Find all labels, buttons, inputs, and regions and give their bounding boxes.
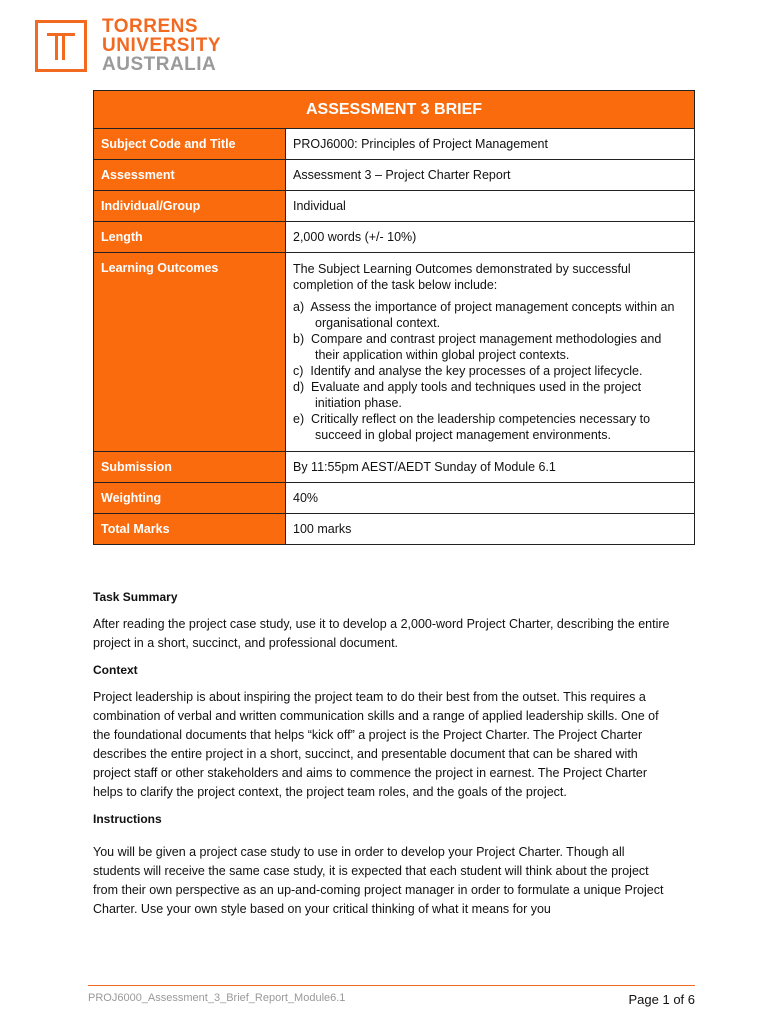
table-row <box>94 222 695 253</box>
row-value: PROJ6000: Principles of Project Management <box>286 129 695 160</box>
row-label: Weighting <box>94 483 286 514</box>
row-label: Individual/Group <box>94 191 286 222</box>
outcomes-list <box>293 299 687 443</box>
document-body <box>93 588 673 927</box>
assessment-brief-table <box>93 90 695 545</box>
row-value: 2,000 words (+/- 10%) <box>286 222 695 253</box>
table-row <box>94 129 695 160</box>
logo-line-2: UNIVERSITY <box>102 35 222 56</box>
logo-line-1: TORRENS <box>102 16 199 37</box>
row-value: By 11:55pm AEST/AEDT Sunday of Module 6.1 <box>286 452 695 483</box>
context-heading: Context <box>93 663 138 677</box>
row-label: Total Marks <box>94 514 286 545</box>
task-summary-heading: Task Summary <box>93 590 178 604</box>
footer-filename: PROJ6000_Assessment_3_Brief_Report_Module6.1 <box>88 992 346 1004</box>
row-label: Learning Outcomes <box>94 253 286 452</box>
list-item: d) Evaluate and apply tools and techniques used in the project initiation phase. <box>293 380 642 410</box>
list-item: b) Compare and contrast project management methodologies and their application within global project contexts. <box>293 332 662 362</box>
page-footer <box>88 985 695 1007</box>
table-row <box>94 514 695 545</box>
row-value: 40% <box>286 483 695 514</box>
learning-outcomes-cell <box>286 253 695 452</box>
table-row <box>94 160 695 191</box>
row-value: Individual <box>286 191 695 222</box>
row-label: Assessment <box>94 160 286 191</box>
row-label: Length <box>94 222 286 253</box>
logo-text <box>102 17 221 74</box>
instructions-heading: Instructions <box>93 812 162 826</box>
list-item: a) Assess the importance of project management concepts within an organisational context. <box>293 300 675 330</box>
page-number: Page 1 of 6 <box>628 992 695 1007</box>
row-label: Subject Code and Title <box>94 129 286 160</box>
context-text: Project leadership is about inspiring the project team to do their best from the outset. This requires a combination of verbal and written communication skills and a range of applied leadership skills. One of the foundational documents that helps “kick off” a project is the Project Charter. The Project Charter describes the entire project in a short, succinct, and presentable document that can be shared with project staff or other stakeholders and aims to commence the project in earnest. The Project Charter helps to clarify the project context, the project team roles, and the goals of the project. <box>93 690 659 799</box>
row-value: The Subject Learning Outcomes demonstrated by successful completion of the task below include: <box>293 262 631 292</box>
table-row <box>94 452 695 483</box>
logo-line-3: AUSTRALIA <box>102 54 217 75</box>
table-row <box>94 191 695 222</box>
table-title: ASSESSMENT 3 BRIEF <box>94 91 695 129</box>
logo-mark-icon <box>35 20 87 72</box>
table-row <box>94 483 695 514</box>
row-value: 100 marks <box>286 514 695 545</box>
list-item: e) Critically reflect on the leadership competencies necessary to succeed in global project management environments. <box>293 412 651 442</box>
instructions-text: You will be given a project case study to use in order to develop your Project Charter. Though all students will receive the same case study, it is expected that each student will think about the project from their own perspective as an up-and-coming project manager in order to formulate a unique Project Charter. Use your own style based on your critical thinking of what it means for you <box>93 845 664 916</box>
task-summary-text: After reading the project case study, use it to develop a 2,000-word Project Charter, describing the entire project in a short, succinct, and professional document. <box>93 617 670 650</box>
row-value: Assessment 3 – Project Charter Report <box>286 160 695 191</box>
row-label: Submission <box>94 452 286 483</box>
table-row <box>94 253 695 452</box>
list-item: c) Identify and analyse the key processes of a project lifecycle. <box>293 364 643 378</box>
